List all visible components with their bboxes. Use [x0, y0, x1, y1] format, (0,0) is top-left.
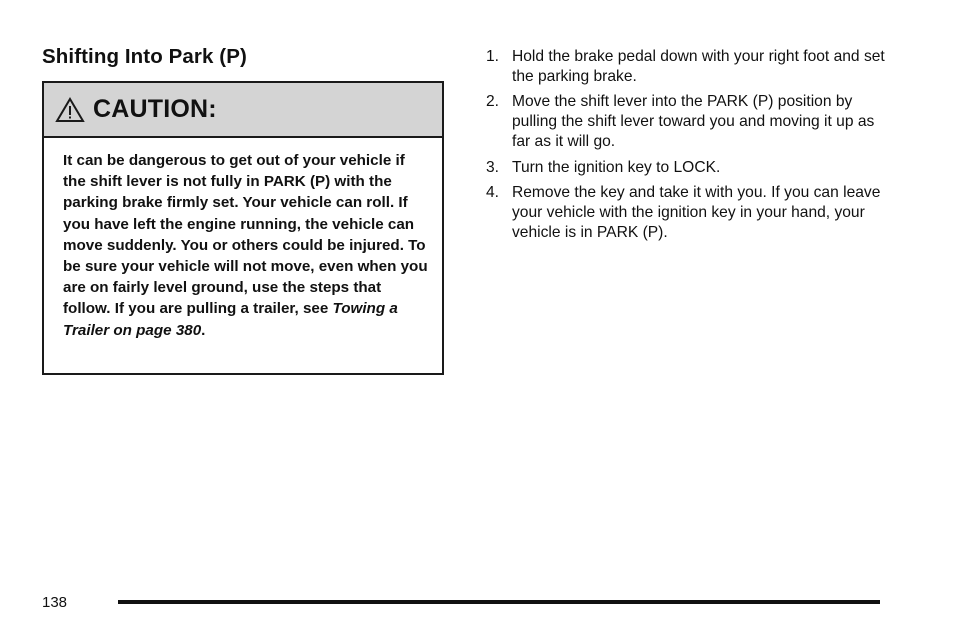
step-number: 1.	[486, 48, 500, 65]
step-item	[486, 92, 886, 151]
caution-title: CAUTION:	[93, 95, 217, 123]
step-number: 4.	[486, 184, 500, 202]
step-number: 2.	[486, 93, 500, 111]
step-text: Move the shift lever into the PARK (P) position by pulling the shift lever toward you and moving it up as far as it will go.	[512, 93, 875, 150]
page-number: 138	[42, 594, 68, 611]
caution-header	[44, 83, 442, 138]
footer-rule	[118, 600, 880, 604]
caution-end-punct: .	[201, 321, 206, 339]
caution-body	[44, 138, 442, 341]
step-text: Hold the brake pedal down with your right foot and set the parking brake.	[512, 48, 885, 85]
caution-box	[42, 81, 444, 375]
section-heading: Shifting Into Park (P)	[42, 45, 247, 68]
step-text: Remove the key and take it with you. If you can leave your vehicle with the ignition key in your hand, your vehicle is in PARK (P).	[512, 184, 881, 241]
caution-reference: Towing a Trailer on page 380	[63, 300, 398, 339]
steps-list	[486, 47, 886, 248]
step-text: Turn the ignition key to LOCK.	[512, 158, 721, 176]
caution-text: It can be dangerous to get out of your vehicle if the shift lever is not fully in PARK (P) with the parking brake firmly set. Your vehicle can roll. If you have left the engine running, the vehicle can move suddenly. You or others could be injured. To be sure your vehicle will not move, even when you are on fairly level ground, use the steps that follow. If you are pulling a trailer, see	[63, 152, 428, 318]
step-number: 3.	[486, 158, 500, 176]
warning-triangle-icon	[55, 97, 85, 123]
step-item	[486, 183, 886, 242]
step-item	[486, 158, 886, 178]
step-item	[486, 47, 886, 86]
